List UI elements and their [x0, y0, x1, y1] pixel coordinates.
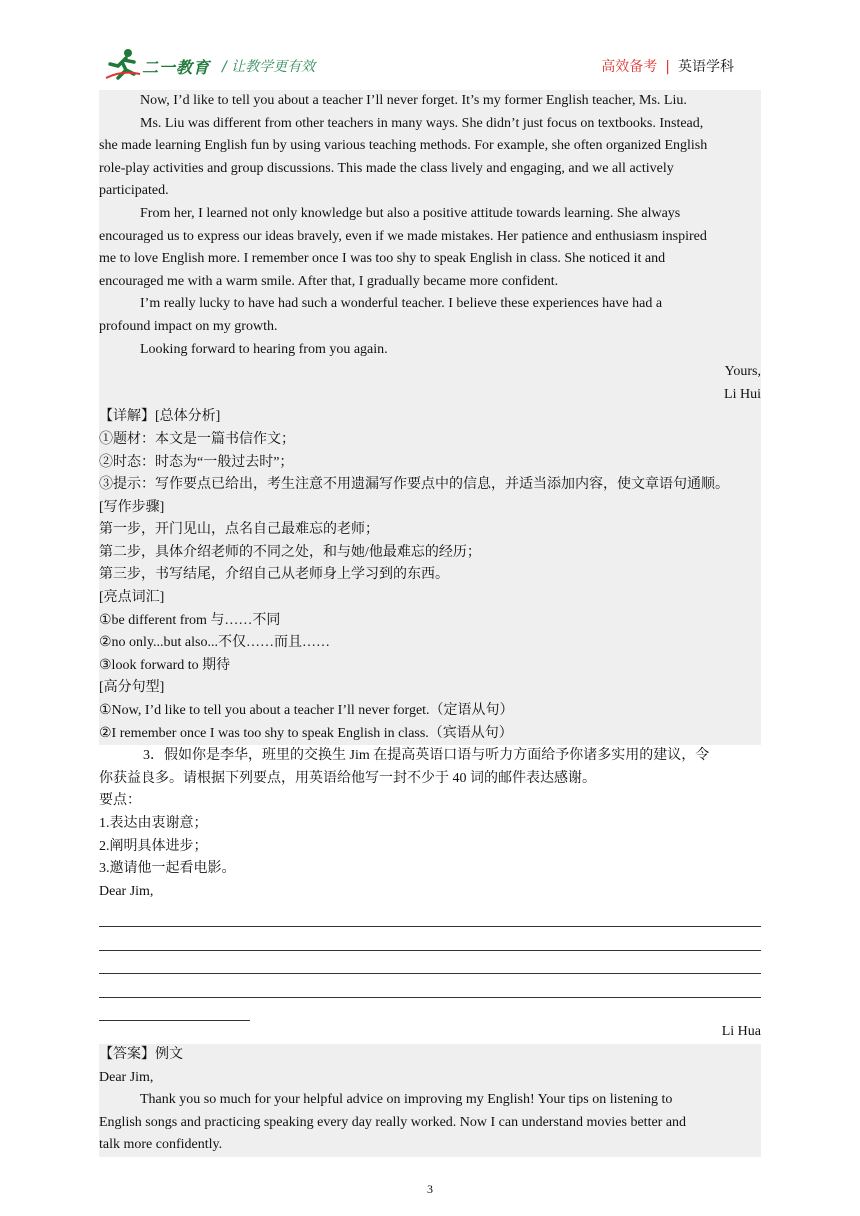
text-line: ①be different from 与……不同 — [99, 610, 761, 633]
text-line: ②时态：时态为“一般过去时”； — [99, 452, 761, 475]
text-line: From her, I learned not only knowledge but also a positive attitude towards learning. She always — [99, 203, 761, 226]
logo — [104, 48, 224, 80]
text-line: she made learning English fun by using various teaching methods. For example, she often organized English — [99, 135, 761, 158]
text-line: 第二步，具体介绍老师的不同之处，和与她/他最难忘的经历； — [99, 542, 761, 565]
text-line: ①Now, I’d like to tell you about a teacher I’ll never forget.（定语从句） — [99, 700, 761, 723]
answer-blank-line — [99, 927, 761, 951]
page-number: 3 — [427, 1182, 433, 1196]
text-line: encouraged me with a warm smile. After that, I gradually became more confident. — [99, 271, 761, 294]
text-line: [亮点词汇] — [99, 587, 761, 610]
text-line: role-play activities and group discussions. This made the class lively and engaging, and we all actively — [99, 158, 761, 181]
header-label-subject: 英语学科 — [678, 59, 734, 75]
text-line: talk more confidently. — [99, 1134, 761, 1157]
text-line: [写作步骤] — [99, 497, 761, 520]
running-man-logo-icon — [104, 48, 144, 80]
answer-blank-line — [99, 951, 761, 975]
text-line: Li Hui — [99, 384, 761, 407]
answer-blank-line — [99, 998, 250, 1022]
text-line: English songs and practicing speaking every day really worked. Now I can understand movies better and — [99, 1112, 761, 1135]
text-line: ②I remember once I was too shy to speak English in class.（宾语从句） — [99, 723, 761, 746]
header-separator: | — [665, 59, 670, 75]
text-line: ③look forward to 期待 — [99, 655, 761, 678]
text-line: 3．假如你是李华，班里的交换生 Jim 在提高英语口语与听力方面给予你诸多实用的建议，令 — [143, 748, 710, 764]
text-line: 你获益良多。请根据下列要点，用英语给他写一封不少于 40 词的邮件表达感谢。 — [99, 770, 596, 786]
text-line: Yours, — [99, 361, 761, 384]
text-line: encouraged us to express our ideas bravely, even if we made mistakes. Her patience and enthusiasm inspired — [99, 226, 761, 249]
text-line: ②no only...but also...不仅……而且…… — [99, 632, 761, 655]
text-line: 【详解】[总体分析] — [99, 406, 761, 429]
text-line: 【答案】例文 — [99, 1044, 761, 1067]
page-header — [104, 48, 760, 82]
text-line: me to love English more. I remember once I was too shy to speak English in class. She noticed it and — [99, 248, 761, 271]
text-line: ③提示：写作要点已给出，考生注意不用遗漏写作要点中的信息，并适当添加内容，使文章语句通顺。 — [99, 474, 761, 497]
answer-blank-line — [99, 974, 761, 998]
text-line: 2.阐明具体进步； — [99, 838, 208, 854]
answer-blank-line — [99, 903, 761, 927]
text-line: Dear Jim, — [99, 883, 154, 899]
text-line: 第三步，书写结尾，介绍自己从老师身上学习到的东西。 — [99, 564, 761, 587]
text-line: 3.邀请他一起看电影。 — [99, 861, 236, 877]
text-line: I’m really lucky to have had such a wonderful teacher. I believe these experiences have had a — [99, 293, 761, 316]
header-label-exam: 高效备考 — [601, 59, 658, 75]
text-line: profound impact on my growth. — [99, 316, 761, 339]
text-line: participated. — [99, 180, 761, 203]
logo-text: 二一教育 — [142, 58, 211, 77]
text-line: Now, I’d like to tell you about a teacher I’ll never forget. It’s my former English teacher, Ms. Liu. — [99, 90, 761, 113]
document-body — [99, 90, 761, 1157]
text-line: Thank you so much for your helpful advice on improving my English! Your tips on listening to — [99, 1089, 761, 1112]
text-line: [高分句型] — [99, 677, 761, 700]
header-subject — [601, 56, 734, 76]
text-line: Dear Jim, — [99, 1067, 761, 1090]
text-line: Li Hua — [721, 1024, 761, 1040]
text-line: ①题材：本文是一篇书信作文； — [99, 429, 761, 452]
text-line: 1.表达由衷谢意； — [99, 816, 208, 831]
text-line: 要点： — [99, 793, 141, 809]
header-slogan: / 让教学更有效 — [222, 59, 316, 75]
text-line: 第一步，开门见山，点名自己最难忘的老师； — [99, 519, 761, 542]
text-line: Ms. Liu was different from other teachers in many ways. She didn’t just focus on textbooks. Instead, — [99, 113, 761, 136]
text-line: Looking forward to hearing from you again. — [99, 339, 761, 362]
